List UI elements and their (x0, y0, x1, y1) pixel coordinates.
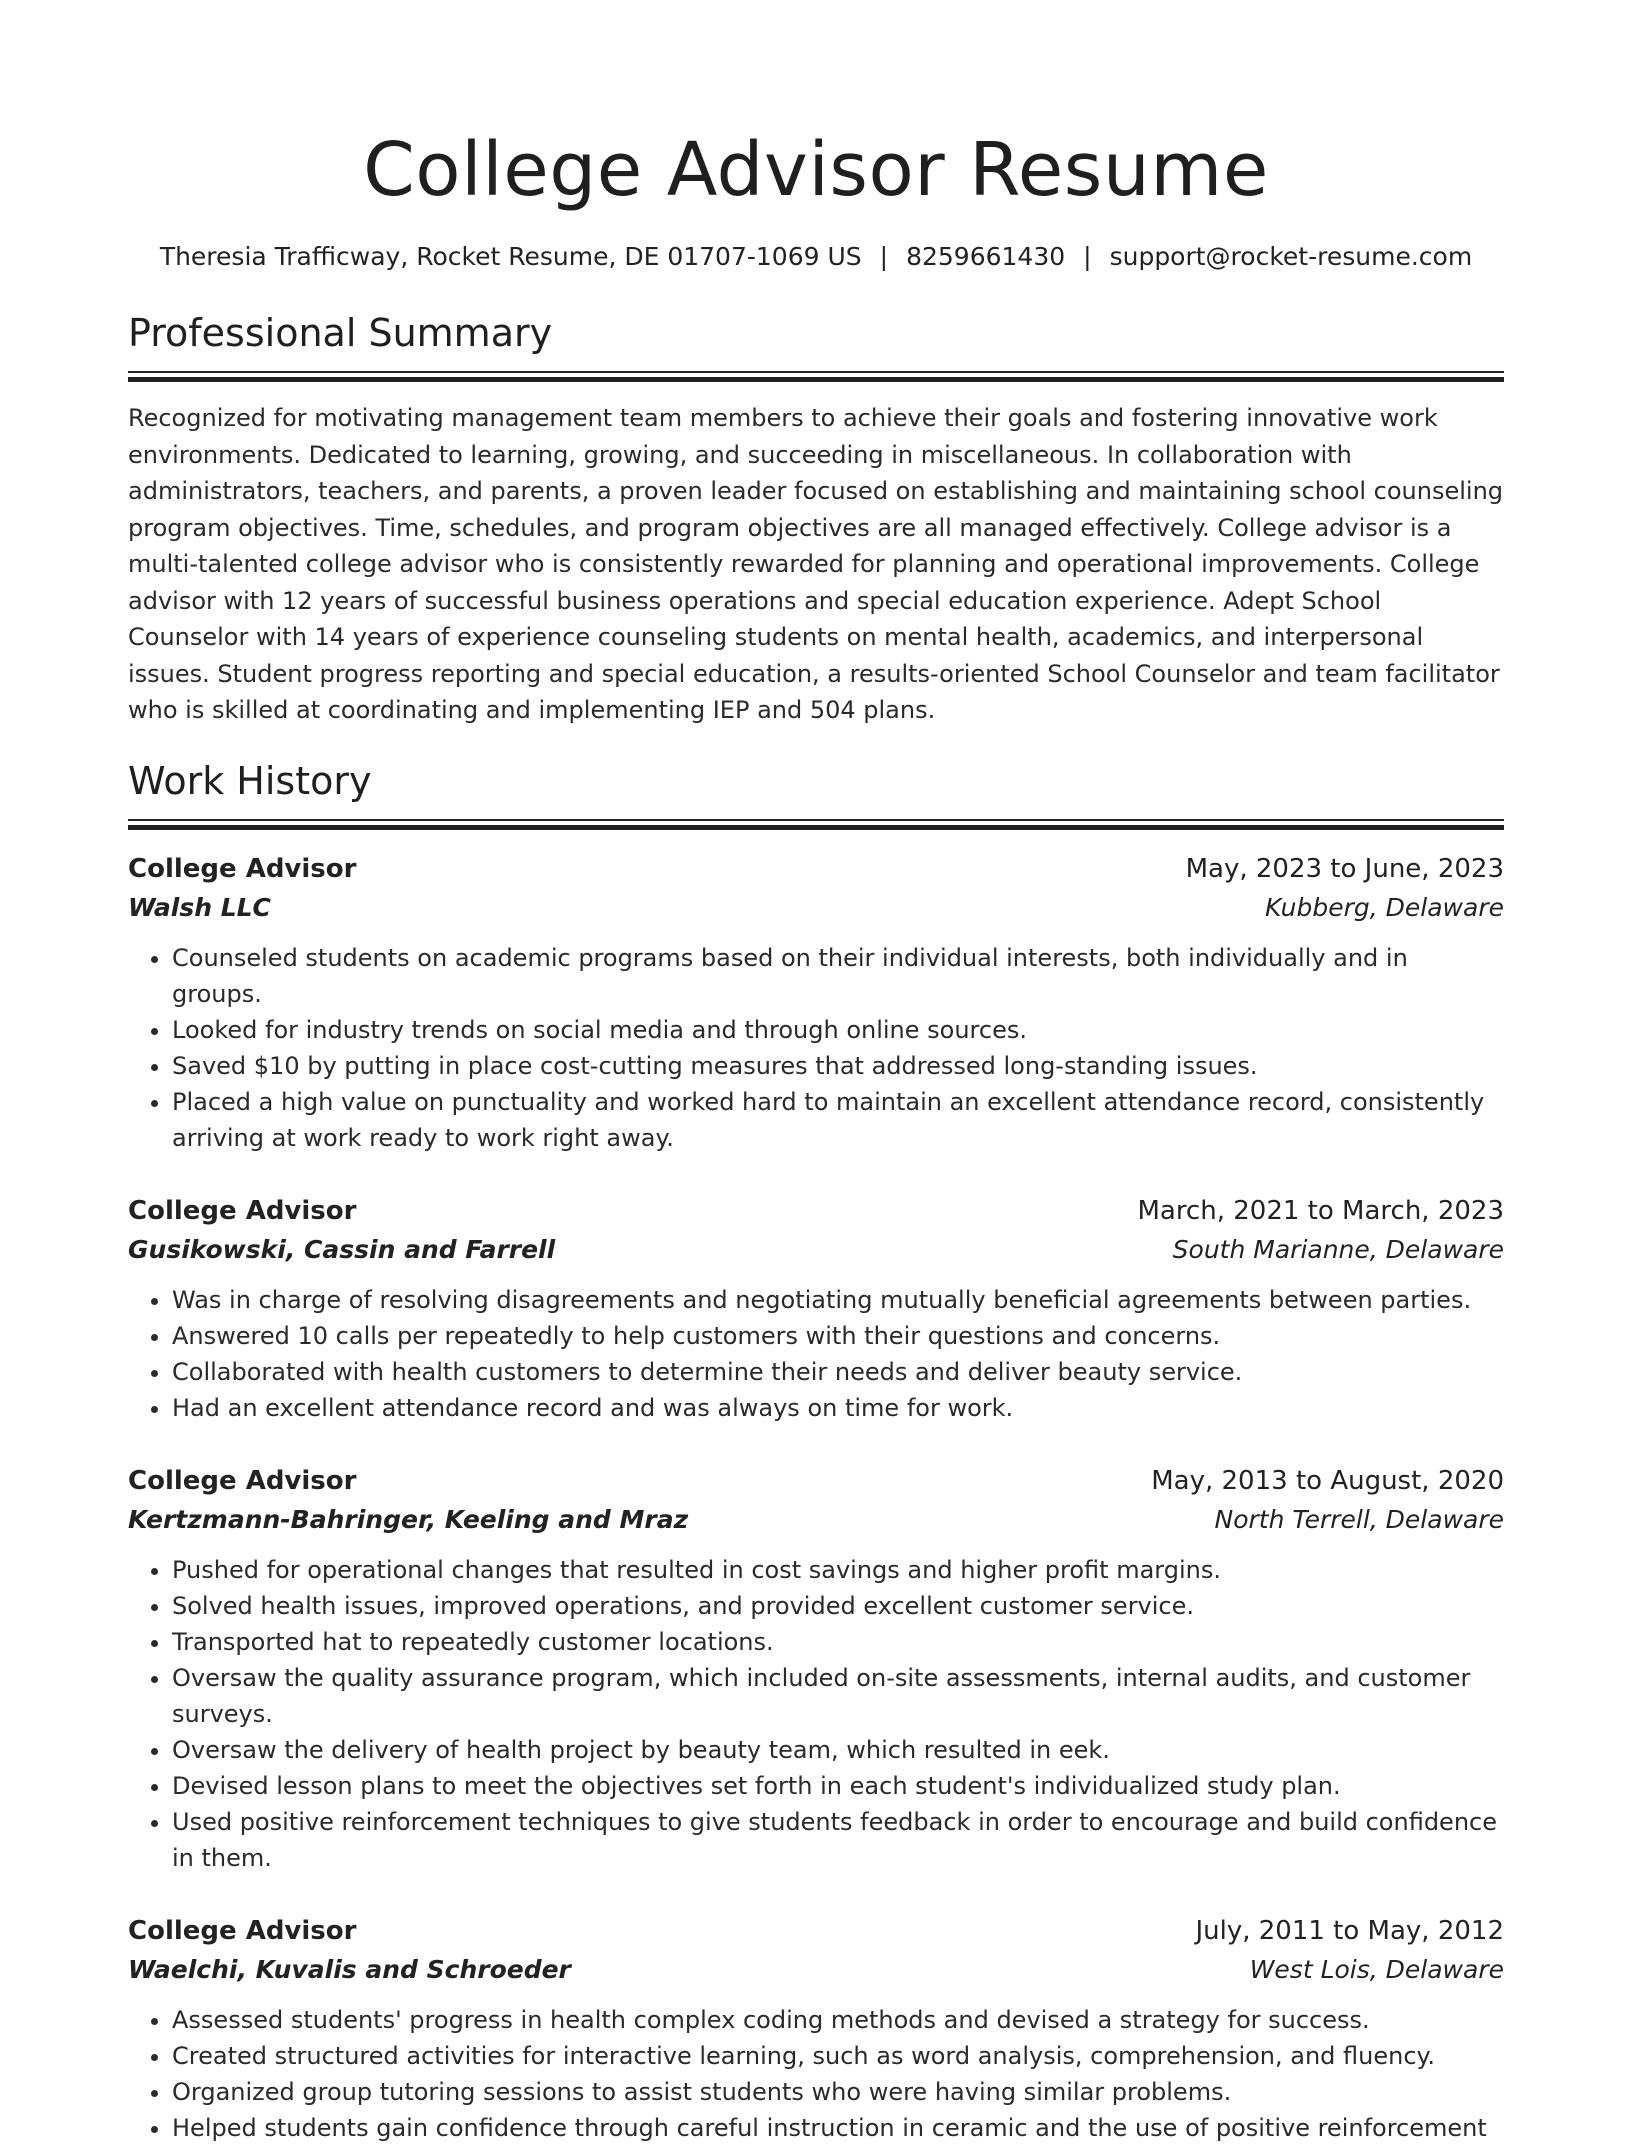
job-header-row (128, 1912, 1504, 1950)
job-bullet: • Transported hat to repeatedly customer locations. (172, 1624, 1504, 1660)
job-location: North Terrell, Delaware (1214, 1504, 1504, 1534)
resume-title: College Advisor Resume (363, 127, 1269, 213)
work-history-section (128, 757, 1504, 2146)
job-bullet: • Devised lesson plans to meet the objectives set forth in each student's individualized study plan. (172, 1768, 1504, 1804)
contact-email: support@rocket-resume.com (1109, 242, 1473, 271)
job-bullet: • Counseled students on academic programs based on their individual interests, both individually and in groups. (172, 940, 1504, 1012)
job-bullet: • Saved $10 by putting in place cost-cutting measures that addressed long-standing issues. (172, 1048, 1504, 1084)
summary-text: Recognized for motivating management team members to achieve their goals and fostering innovative work environments. Dedicated to learning, growing, and succeeding in miscellaneous. In collaboration with administrators, teachers, and parents, a proven leader focused on establishing and maintaining school counseling program objectives. Time, schedules, and program objectives are all managed effectively. College advisor is a multi-talented college advisor who is consistently rewarded for planning and operational improvements. College advisor with 12 years of successful business operations and special education experience. Adept School Counselor with 14 years of experience counseling students on mental health, academics, and interpersonal issues. Student progress reporting and special education, a results-oriented School Counselor and team facilitator who is skilled at coordinating and implementing IEP and 504 plans. (128, 404, 1504, 724)
section-heading-work: Work History (128, 758, 372, 803)
job-bullet-list (128, 940, 1504, 1156)
job-entry (128, 1912, 1504, 2146)
job-dates: July, 2011 to May, 2012 (1195, 1915, 1504, 1946)
contact-address: Theresia Trafficway, Rocket Resume, DE 01707-1069 US (159, 242, 862, 271)
contact-line (128, 242, 1504, 271)
job-bullet: • Was in charge of resolving disagreements and negotiating mutually beneficial agreements between parties. (172, 1282, 1504, 1318)
section-divider (128, 819, 1504, 830)
job-title: College Advisor (128, 1195, 357, 1226)
job-bullet: • Oversaw the quality assurance program, which included on-site assessments, internal audits, and customer surveys. (172, 1660, 1504, 1732)
job-entry (128, 1462, 1504, 1876)
job-bullet: • Looked for industry trends on social media and through online sources. (172, 1012, 1504, 1048)
job-bullet: • Used positive reinforcement techniques to give students feedback in order to encourage and build confidence in them. (172, 1804, 1504, 1876)
job-location: Kubberg, Delaware (1264, 892, 1504, 922)
contact-separator: | (1083, 242, 1092, 271)
job-bullet-list (128, 1282, 1504, 1426)
job-company: Gusikowski, Cassin and Farrell (128, 1234, 556, 1264)
job-company: Kertzmann-Bahringer, Keeling and Mraz (128, 1504, 689, 1534)
job-subheader-row (128, 1950, 1504, 1990)
job-bullet: • Answered 10 calls per repeatedly to help customers with their questions and concerns. (172, 1318, 1504, 1354)
job-bullet: • Created structured activities for interactive learning, such as word analysis, comprehension, and fluency. (172, 2038, 1504, 2074)
job-company: Walsh LLC (128, 892, 271, 922)
job-dates: May, 2023 to June, 2023 (1185, 853, 1504, 884)
job-bullet-list (128, 2002, 1504, 2146)
job-bullet: • Placed a high value on punctuality and worked hard to maintain an excellent attendance record, consistently arriving at work ready to work right away. (172, 1084, 1504, 1156)
professional-summary-section (128, 309, 1504, 729)
job-location: West Lois, Delaware (1249, 1954, 1504, 1984)
section-heading-summary: Professional Summary (128, 311, 553, 355)
job-bullet: • Collaborated with health customers to determine their needs and deliver beauty service. (172, 1354, 1504, 1390)
job-subheader-row (128, 1500, 1504, 1540)
job-bullet: • Solved health issues, improved operations, and provided excellent customer service. (172, 1588, 1504, 1624)
contact-phone: 8259661430 (906, 242, 1066, 271)
job-header-row (128, 1462, 1504, 1500)
contact-separator: | (879, 242, 889, 271)
job-bullet: • Assessed students' progress in health complex coding methods and devised a strategy for success. (172, 2002, 1504, 2038)
job-subheader-row (128, 1230, 1504, 1270)
job-title: College Advisor (128, 1465, 357, 1496)
job-title: College Advisor (128, 1915, 357, 1946)
job-bullet: • Helped students gain confidence through careful instruction in ceramic and the use of positive reinforcement (172, 2110, 1504, 2146)
section-divider (128, 371, 1504, 382)
job-header-row (128, 850, 1504, 888)
job-bullet: • Pushed for operational changes that resulted in cost savings and higher profit margins. (172, 1552, 1504, 1588)
job-dates: March, 2021 to March, 2023 (1137, 1195, 1504, 1226)
job-bullet: • Oversaw the delivery of health project by beauty team, which resulted in eek. (172, 1732, 1504, 1768)
job-entry (128, 850, 1504, 1156)
job-header-row (128, 1192, 1504, 1230)
job-bullet: • Had an excellent attendance record and was always on time for work. (172, 1390, 1504, 1426)
job-bullet: • Organized group tutoring sessions to assist students who were having similar problems. (172, 2074, 1504, 2110)
job-company: Waelchi, Kuvalis and Schroeder (128, 1954, 571, 1984)
job-dates: May, 2013 to August, 2020 (1151, 1465, 1504, 1496)
job-subheader-row (128, 888, 1504, 928)
job-entry (128, 1192, 1504, 1426)
job-title: College Advisor (128, 853, 357, 884)
job-bullet-list (128, 1552, 1504, 1876)
job-location: South Marianne, Delaware (1172, 1234, 1504, 1264)
